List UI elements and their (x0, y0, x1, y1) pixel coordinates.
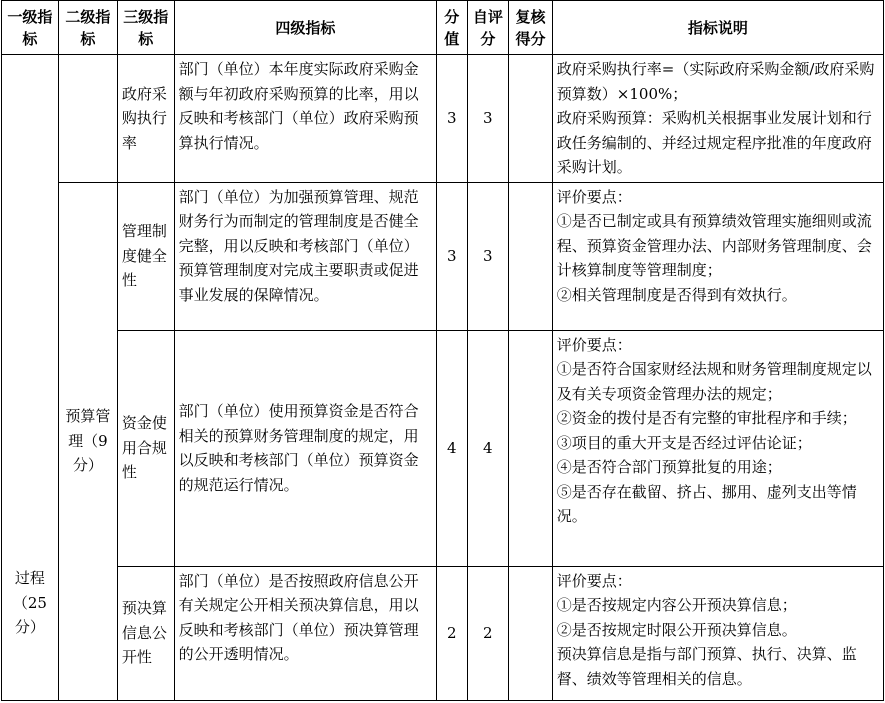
description-line: ①是否按规定内容公开预决算信息； (556, 596, 797, 614)
description-cell (552, 566, 883, 700)
review-score-cell (509, 182, 553, 330)
level3-cell: 预决算信息公开性 (117, 566, 174, 700)
level4-cell: 部门（单位）是否按照政府信息公开有关规定公开相关预决算信息，用以反映和考核部门（单位）预决算管理的公开透明情况。 (174, 566, 436, 700)
score-cell: 2 (436, 566, 467, 700)
self-score-cell: 4 (467, 330, 509, 566)
description-cell (552, 55, 883, 183)
level3-cell: 管理制度健全性 (117, 182, 174, 330)
description-line: ①是否已制定或具有预算绩效管理实施细则或流程、预算资金管理办法、内部财务管理制度、会计核算制度等管理制度； (556, 212, 872, 279)
level2-cell: 预算管理（9分） (58, 182, 117, 700)
level3-cell: 资金使用合规性 (117, 330, 174, 566)
description-line: ②相关管理制度是否得到有效执行。 (556, 285, 797, 304)
description-line: 预决算信息是指与部门预算、执行、决算、监督、绩效等管理相关的信息。 (556, 645, 857, 688)
level4-cell: 部门（单位）使用预算资金是否符合相关的预算财务管理制度的规定，用以反映和考核部门（单位）预算资金的规范运行情况。 (174, 330, 436, 566)
description-line: ④是否符合部门预算批复的用途； (556, 458, 782, 476)
evaluation-table (1, 0, 884, 701)
description-line: 评价要点： (556, 187, 632, 206)
self-score-cell: 3 (467, 182, 509, 330)
level1-cell (2, 55, 59, 701)
description-line: ③项目的重大开支是否经过评估论证； (556, 433, 812, 452)
level1-value: 过程（25分） (12, 569, 47, 636)
review-score-cell (509, 566, 553, 700)
description-line: 政府采购预算：采购机关根据事业发展计划和行政任务编制的、并经过规定程序批准的年度政府采购计划。 (556, 109, 872, 176)
review-score-cell (509, 330, 553, 566)
self-score-cell: 3 (467, 55, 509, 183)
description-line: ②是否按规定时限公开预决算信息。 (556, 620, 797, 639)
description-line: ①是否符合国家财经法规和财务管理制度规定以及有关专项资金管理办法的规定； (556, 360, 872, 403)
table-row (2, 566, 884, 700)
description-line: 评价要点： (556, 571, 632, 590)
level3-cell: 政府采购执行率 (117, 55, 174, 183)
header-score: 分值 (436, 1, 467, 55)
header-row (2, 1, 884, 55)
score-cell: 4 (436, 330, 467, 566)
level2-empty-cell (58, 55, 117, 183)
header-description: 指标说明 (552, 1, 883, 55)
table-row (2, 182, 884, 330)
description-line: 评价要点： (556, 335, 632, 354)
header-level2: 二级指标 (58, 1, 117, 55)
header-review-score: 复核得分 (509, 1, 553, 55)
description-line: ⑤是否存在截留、挤占、挪用、虚列支出等情况。 (556, 482, 857, 525)
level4-cell: 部门（单位）本年度实际政府采购金额与年初政府采购预算的比率，用以反映和考核部门（单位）政府采购预算执行情况。 (174, 55, 436, 183)
header-level1: 一级指标 (2, 1, 59, 55)
level4-cell: 部门（单位）为加强预算管理、规范财务行为而制定的管理制度是否健全完整，用以反映和考核部门（单位）预算管理制度对完成主要职责或促进事业发展的保障情况。 (174, 182, 436, 330)
score-cell: 3 (436, 55, 467, 183)
review-score-cell (509, 55, 553, 183)
description-cell (552, 182, 883, 330)
header-level3: 三级指标 (117, 1, 174, 55)
description-line: ②资金的拨付是否有完整的审批程序和手续； (556, 409, 857, 427)
header-self-score: 自评分 (467, 1, 509, 55)
description-line: 政府采购执行率=（实际政府采购金额/政府采购预算数）×100%； (556, 60, 875, 103)
score-cell: 3 (436, 182, 467, 330)
description-cell (552, 330, 883, 566)
self-score-cell: 2 (467, 566, 509, 700)
table-row (2, 330, 884, 566)
table-row (2, 55, 884, 183)
header-level4: 四级指标 (174, 1, 436, 55)
